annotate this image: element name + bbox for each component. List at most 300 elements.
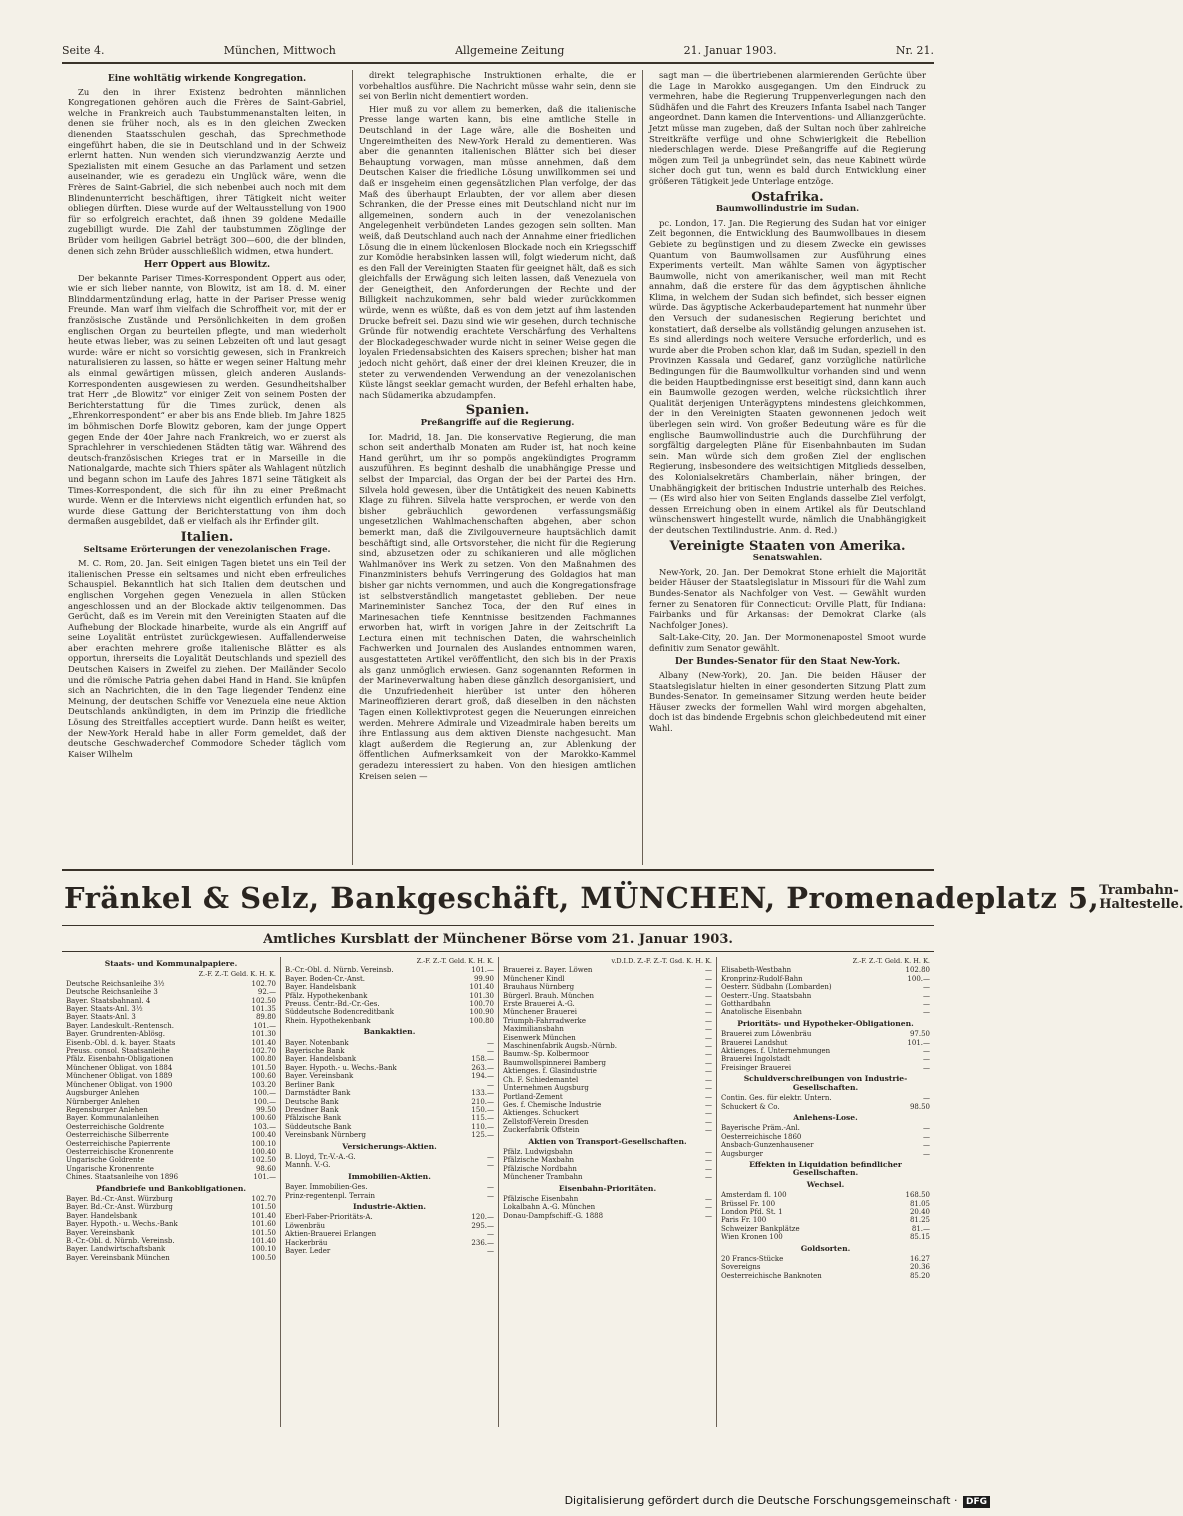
table-row	[66, 1156, 276, 1164]
row-group	[721, 966, 930, 1016]
security-quote: —	[923, 1141, 930, 1150]
security-name: Prinz-regentenpl. Terrain	[285, 1191, 375, 1200]
security-quote: 100.—	[253, 1089, 276, 1098]
security-name: Eberl-Faber-Prioritäts-A.	[285, 1213, 373, 1222]
table-row	[66, 1030, 276, 1038]
security-quote: —	[705, 1067, 712, 1076]
security-name: Nürnberger Anlehen	[66, 1097, 140, 1106]
table-row	[503, 1025, 712, 1033]
security-quote: 101.35	[251, 1005, 276, 1014]
table-row	[285, 1230, 494, 1238]
table-row	[66, 1245, 276, 1253]
security-name: Pfälz. Hypothekenbank	[285, 991, 368, 1000]
stock-list-title: Amtliches Kursblatt der Münchener Börse vom 21. Januar 1903.	[62, 932, 934, 952]
security-quote: —	[923, 1124, 930, 1133]
security-quote: 81.—	[911, 1224, 930, 1233]
security-name: Schuckert & Co.	[721, 1102, 780, 1111]
list-heading: Anlehens-Lose.	[793, 1112, 858, 1122]
security-quote: 81.05	[909, 1199, 930, 1208]
security-name: Gotthardbahn	[721, 1000, 771, 1009]
row-group	[721, 1030, 930, 1072]
security-quote: 100.40	[251, 1131, 276, 1140]
table-row	[503, 1109, 712, 1117]
security-name: Paris Fr. 100	[721, 1216, 767, 1225]
table-row	[66, 1165, 276, 1173]
table-row	[66, 1237, 276, 1245]
security-name: Pfälzische Maxbahn	[503, 1156, 574, 1165]
article-heading: Eine wohltätig wirkende Kongregation.	[107, 74, 307, 84]
list-heading: Wechsel.	[806, 1179, 845, 1189]
table-row	[721, 1133, 930, 1141]
security-name: Bayer. Vereinsbank München	[66, 1253, 170, 1262]
row-group	[285, 966, 494, 1025]
row-group	[66, 980, 276, 1182]
security-name: Bayer. Hypoth.- u. Wechs.-Bank	[66, 1220, 178, 1229]
security-name: Amsterdam fl. 100	[721, 1191, 787, 1200]
security-quote: —	[923, 1149, 930, 1158]
article-heading: Der Bundes-Senator für den Staat New-York.	[674, 657, 901, 668]
table-row	[721, 975, 930, 983]
security-quote: —	[487, 1038, 494, 1047]
table-row	[503, 1093, 712, 1101]
security-name: Aktienges. f. Glasindustrie	[503, 1067, 597, 1076]
security-name: Ungarische Goldrente	[66, 1156, 145, 1165]
list-heading: Bankaktien.	[363, 1027, 416, 1037]
security-quote: —	[705, 1008, 712, 1017]
credit-text: Digitalisierung gefördert durch die Deutsche Forschungsgemeinschaft ·	[564, 1494, 958, 1507]
article-paragraph: Der bekannte Pariser Times-Korrespondent Oppert aus oder, wie er sich lieber nannte, von Blowitz, ist am 18. d. M. einer Blinddarmentzündung erlag, hatte in der Pariser Presse wenig Freunde. Man warf ihm vielfach die Schroffheit vor, mit der er französische Zustände und Persönlichkeiten in dem großen englischen Organ zu beurteilen pflegte, und man wiederholt heute etwas lieber, was zu seinen Lebzeiten oft und laut gesagt wurde: wäre er nicht so vorsichtig gewesen, sich in Frankreich naturalisieren zu lassen, so hätte er wegen seiner Haltung mehr als einmal gewärtigen müssen, gleich anderen Auslands-Korrespondenten ausgewiesen zu werden. Gesundheitshalber trat Herr „de Blowitz“ vor einiger Zeit von seinem Posten der Berichterstattung für die Times zurück, denen als „Ehrenkorrespondent“ er aber bis ans Ende blieb. Im Jahre 1825 im böhmischen Dorfe Blowitz geboren, kam der junge Oppert gegen Ende der 40er Jahre nach Frankreich, wo er zuerst als Sprachlehrer in verschiedenen Städten tätig war. Während des deutsch-französischen Krieges trat er in Marseille in die Nationalgarde, machte sich Thiers später als Wahlagent nützlich und begann schon im Laufe des Jahres 1871 seine Tätigkeit als Times-Korrespondent, die sich für ihn zu einer Preßmacht wurde. Wenn er die Interviews nicht eigentlich erfunden hat, so wurde diese Gattung der Berichterstattung von ihm doch dermaßen ausgebildet, daß er vielfach als ihr Erfinder gilt.	[68, 272, 346, 527]
table-row	[721, 1225, 930, 1233]
security-quote: 236.—	[471, 1238, 494, 1247]
security-name: Contin. Ges. für elektr. Untern.	[721, 1094, 832, 1103]
security-name: Süddeutsche Bank	[285, 1122, 352, 1131]
security-name: Bayer. Kommunalanleihen	[66, 1114, 159, 1123]
security-name: Münchener Obligat. von 1900	[66, 1080, 173, 1089]
security-name: Münchener Brauerei	[503, 1008, 578, 1017]
table-row	[66, 1047, 276, 1055]
table-row	[503, 1017, 712, 1025]
security-quote: —	[923, 1094, 930, 1103]
security-quote: 158.—	[471, 1055, 494, 1064]
stock-column-3	[498, 957, 716, 1427]
article-paragraph: Albany (New-York), 20. Jan. Die beiden Häuser der Staatslegislatur hielten in einer gesonderten Sitzung Platt zum Bundes-Senator. In gemeinsamer Sitzung werden heute beider Häuser zwecks der formellen Wahl wird morgen abgehalten, doch ist das bindende Ergebnis schon gleichbedeutend mit einer Wahl.	[649, 670, 926, 734]
security-name: Hackerbräu	[285, 1238, 328, 1247]
security-name: Zuckerfabrik Offstein	[503, 1126, 580, 1135]
security-name: Bayer. Vereinsbank	[285, 1072, 354, 1081]
security-name: Bayer. Immobilien-Ges.	[285, 1183, 368, 1192]
security-name: Bayer. Handelsbank	[66, 1211, 138, 1220]
advertisement-banner	[62, 869, 1183, 926]
list-heading: Effekten in Liquidation befindlicher Gesellschaften.	[749, 1159, 902, 1178]
running-header	[62, 44, 934, 64]
article-paragraph: Hier muß zu vor allem zu bemerken, daß die italienische Presse lange warten kann, bis eine amtliche Stelle in Deutschland in der Lage wäre, alle die Bosheiten und Ungereimtheiten des New-York Herald zu dementieren. Was aber die genannten italienischen Blätter sich bei dieser Behauptung vorwagen, man müsse annehmen, daß dem Deutschen Kaiser die friedliche Lösung unwillkommen sei und daß er insgeheim einen gegensätzlichen Plan verfolge, der das Maß des überhaupt Erlaubten, der vor allem aber diesen Schranken, die der Presse eines mit Deutschland nicht nur im allgemeinen, sondern auch in der venezolanischen Angelegenheit verbündeten Landes gezogen sein sollten. Man weiß, daß Deutschland auch nach der Annahme einer friedlichen Lösung die in einem lückenlosen Blockade noch ein Kriegsschiff zur Komödie herabsinken lassen will, folgt wiederum nicht, daß es den Fall der Vereinigten Staaten für geeignet hält, daß es sich gleichfalls der Erwägung sich leiten lassen, daß Venezuela von der Geneigtheit, den Anforderungen der Rechte und der Billigkeit nachzukommen, sehr bald wieder zurückkommen würde, wenn es wüßte, daß es von dem jetzt auf ihm lastenden Drucke befreit sei. Dazu sind wie wir gesehen, durch technische Gründe für notwendig erachtete Verschärfung des Verhaltens der Blockadegeschwader wurde nicht in seiner Weise gegen die loyalen Friedensabsichten des Kaisers sprechen; bisher hat man jedoch nicht gehört, daß einer der drei kleinen Kreuzer, die in steter zu verwendenden Verwendung an der venezolanischen Küste längst seeklar gemacht wurden, der Befehl erhalten habe, nach Südamerika abzudampfen.	[359, 103, 636, 400]
security-quote: 99.90	[473, 974, 494, 983]
table-row	[66, 1229, 276, 1237]
table-row	[503, 1084, 712, 1092]
security-name: Vereinsbank Nürnberg	[285, 1131, 366, 1140]
table-row	[503, 1203, 712, 1211]
security-name: B. Lloyd, Tr.-V.-A.-G.	[285, 1152, 356, 1161]
table-row	[285, 1239, 494, 1247]
table-row	[285, 1131, 494, 1139]
table-row	[503, 1101, 712, 1109]
newspaper-page	[62, 44, 1183, 1464]
table-row	[503, 1148, 712, 1156]
security-quote: 263.—	[471, 1063, 494, 1072]
row-group	[721, 1094, 930, 1111]
table-row	[66, 1212, 276, 1220]
table-row	[503, 1195, 712, 1203]
table-row	[66, 1098, 276, 1106]
security-name: Bayer. Staats-Anl. 3½	[66, 1005, 143, 1014]
security-quote: —	[487, 1247, 494, 1255]
table-row	[66, 980, 276, 988]
security-name: Triumph-Fahrradwerke	[503, 1016, 587, 1025]
security-name: Bayer. Handelsbank	[285, 1055, 357, 1064]
security-quote: —	[923, 1008, 930, 1017]
table-row	[503, 1050, 712, 1058]
paper-title: Allgemeine Zeitung	[455, 44, 565, 57]
issue-date: 21. Januar 1903.	[683, 44, 777, 57]
list-heading: Eisenbahn-Prioritäten.	[558, 1183, 657, 1193]
security-quote: —	[705, 1100, 712, 1109]
table-row	[66, 1022, 276, 1030]
security-name: Aktien-Brauerei Erlangen	[285, 1230, 377, 1239]
security-quote: 102.70	[251, 979, 276, 988]
security-quote: —	[705, 1173, 712, 1182]
security-quote: —	[487, 1161, 494, 1170]
page-number: Seite 4.	[62, 44, 105, 57]
security-quote: 89.80	[255, 1013, 276, 1022]
security-name: Oesterreichische Kronenrente	[66, 1147, 174, 1156]
security-quote: 92.—	[257, 988, 276, 997]
column-header: Z.-F. Z.-T. Geld. K. H. K.	[852, 957, 930, 965]
security-name: Elisabeth-Westbahn	[721, 966, 792, 975]
security-name: Dresdner Bank	[285, 1105, 339, 1114]
list-heading: Versicherungs-Aktien.	[342, 1141, 437, 1151]
security-name: Süddeutsche Bodencreditbank	[285, 1008, 394, 1017]
security-quote: —	[923, 1000, 930, 1009]
table-row	[503, 1000, 712, 1008]
table-row	[285, 1123, 494, 1131]
security-quote: 100.40	[251, 1147, 276, 1156]
security-name: Brauerei Landshut	[721, 1038, 788, 1047]
security-name: Eisenwerk München	[503, 1033, 576, 1042]
security-quote: 133.—	[471, 1089, 494, 1098]
table-row	[721, 1103, 930, 1111]
table-row	[66, 1220, 276, 1228]
security-name: Mannh. V.-G.	[285, 1161, 331, 1170]
table-row	[285, 1213, 494, 1221]
security-quote: 101.30	[251, 1030, 276, 1039]
security-quote: —	[705, 1042, 712, 1051]
article-heading: Herr Oppert aus Blowitz.	[143, 260, 271, 271]
table-row	[503, 1008, 712, 1016]
article-paragraph: pc. London, 17. Jan. Die Regierung des Sudan hat vor einiger Zeit begonnen, die Entwicklung des Baumwollbaues in diesem Gebiete zu begünstigen und zu diesem Zwecke ein gewisses Quantum von Baumwollsamen zur Ausführung eines Experiments verteilt. Man wählte Samen von ägyptischer Baumwolle, nicht von amerikanischer, weil man mit Recht annahm, daß die erstere für das dem ägyptischen ähnliche Klima, in welchem der Sudan sich befindet, sich besser eignen würde. Das ägyptische Ackerbaudepartement hat nunmehr über den Versuch der sudanesischen Regierung berichtet und konstatiert, daß derselbe als vollständig gelungen anzusehen ist. Es sind allerdings noch weitere Versuche erforderlich, und es wurde aber die Proben schon klar, daß im Sudan, speziell in den Provinzen Kassala und Gedaref, ganz vorzügliche natürliche Bedingungen für die Baumwollkultur vorhanden sind und wenn die beiden Hauptbedingnisse erst beseitigt sind, dann kann auch ein Baumwolle gezogen werden, welche rücksichtlich ihrer Qualität derjenigen Unterägyptens mindestens gleichkommen, der in den Vereinigten Staaten gewonnenen jedoch weit überlegen sein wird. Von großer Bedeutung wäre es für die englische Baumwollindustrie auch die Durchführung der sorgfältig dargelegten Pläne für Eisenbahnbauten im Sudan sein. Man würde sich dem großen Ziel der englischen Regierung, insbesondere des weitsichtigen Mitglieds desselben, des Kolonialsekretärs Chamberlain, näher bringen, der Unabhängigkeit der britischen Industrie unterhalb des Reiches. — (Es wird also hier von Seiten Englands dasselbe Ziel verfolgt, dessen Erreichung oben in einem Artikel als für Deutschland wünschenswert hingestellt wurde, nämlich die Unabhängigkeit der deutschen Textilindustrie. Anm. d. Red.)	[649, 217, 926, 535]
table-row	[721, 1200, 930, 1208]
row-group	[285, 1039, 494, 1140]
security-quote: 98.60	[255, 1164, 276, 1173]
security-quote: 125.—	[471, 1131, 494, 1140]
security-name: Pfälzische Bank	[285, 1114, 342, 1123]
security-name: Münchener Obligat. von 1889	[66, 1072, 173, 1081]
table-row	[285, 1008, 494, 1016]
security-name: Baumwollspinnerei Bamberg	[503, 1058, 606, 1067]
row-group	[503, 966, 712, 1134]
security-quote: 115.—	[471, 1114, 494, 1123]
security-name: Chines. Staatsanleihe von 1896	[66, 1173, 179, 1182]
security-name: Brauerei z. Bayer. Löwen	[503, 966, 593, 975]
security-name: Aktienges. Schuckert	[503, 1109, 579, 1118]
table-row	[66, 1254, 276, 1262]
table-row	[66, 1203, 276, 1211]
security-name: Bayer. Grundrenten-Ablösg.	[66, 1030, 165, 1039]
table-row	[721, 1124, 930, 1132]
security-quote: —	[705, 1075, 712, 1084]
table-row	[721, 1208, 930, 1216]
table-row	[66, 1064, 276, 1072]
table-row	[721, 1064, 930, 1072]
security-name: Brauerei Ingolstadt	[721, 1055, 791, 1064]
security-name: Zellstoff-Verein Dresden	[503, 1117, 589, 1126]
table-row	[285, 975, 494, 983]
list-heading: Prioritäts- und Hypotheker-Obligationen.	[737, 1018, 914, 1028]
security-name: London Pfd. St. 1	[721, 1207, 783, 1216]
section-subheading: Senatswahlen.	[752, 553, 823, 564]
security-name: Darmstädter Bank	[285, 1089, 351, 1098]
list-heading: Schuldverschreibungen von Industrie-Gesellschaften.	[743, 1074, 908, 1092]
security-quote: 99.50	[255, 1105, 276, 1114]
section-heading-ostafrika: Ostafrika.	[751, 189, 824, 205]
security-name: Bayerische Präm.-Anl.	[721, 1124, 800, 1133]
security-quote: 85.15	[909, 1233, 930, 1242]
section-subheading: Preßangriffe auf die Regierung.	[420, 418, 575, 428]
row-group	[503, 1148, 712, 1182]
security-name: Eisenb.-Obl. d. k. bayer. Staats	[66, 1038, 176, 1047]
security-name: Pfälzische Nordbahn	[503, 1164, 577, 1173]
table-row	[285, 1064, 494, 1072]
security-quote: —	[487, 1152, 494, 1161]
table-row	[503, 983, 712, 991]
table-row	[721, 1141, 930, 1149]
section-heading-spanien: Spanien.	[465, 403, 530, 419]
table-row	[285, 1183, 494, 1191]
security-quote: 100.50	[251, 1253, 276, 1262]
column-3	[642, 70, 932, 865]
list-heading: Pfandbriefe und Bankobligationen.	[96, 1183, 246, 1193]
table-row	[66, 1089, 276, 1097]
table-row	[285, 1114, 494, 1122]
security-name: Deutsche Reichsanleihe 3	[66, 988, 158, 997]
table-row	[285, 1153, 494, 1161]
security-quote: —	[705, 1000, 712, 1009]
article-paragraph: M. C. Rom, 20. Jan. Seit einigen Tagen bietet uns ein Teil der italienischen Presse ein seltsames und nicht eben erfreuliches Schauspiel. Bekanntlich hat sich Italien dem deutschen und englischen Vorgehen gegen Venezuela in allen Stücken angeschlossen und an der Blockade aktiv teilgenommen. Das Gerücht, daß es im Verein mit den Vereinigten Staaten auf die Aufhebung der Blockade hinarbeite, wurde als ein Angriff auf seine Loyalität entrüstet zurückgewiesen. Auffallenderweise aber erachten mehrere große italienische Blätter es als opportun, ihrerseits die Loyalität Deutschlands und speziell des Deutschen Kaisers in Zweifel zu ziehen. Der Mailänder Secolo und die römische Patria gehen dabei Hand in Hand. Sie knüpfen sich an Nachrichten, die in den Tage liegender Tendenz eine Meinung, der deutschen Schiffe vor Venezuela eine neue Aktion Deutschlands ankündigten, in dem im Prinzip die friedliche Lösung des Streitfalles acceptiert wurde. Dann heißt es weiter, der New-York Herald habe in aller Form gemeldet, daß der deutsche Geschwaderchef Commodore Scheder täglich vom Kaiser Wilhelm	[68, 558, 346, 759]
list-heading: Goldsorten.	[800, 1243, 851, 1253]
table-row	[721, 966, 930, 974]
security-name: Pfälzische Eisenbahn	[503, 1194, 579, 1203]
column-header: Z.-F. Z.-T. Geld. K. H. K.	[198, 970, 276, 979]
tram-line-2: Haltestelle.	[1099, 897, 1183, 912]
section-heading-usa: Vereinigte Staaten von Amerika.	[669, 538, 906, 554]
security-quote: —	[487, 1191, 494, 1200]
table-row	[66, 988, 276, 996]
security-quote: 101.40	[251, 1237, 276, 1245]
security-quote: —	[705, 974, 712, 983]
column-2	[352, 70, 642, 865]
security-name: Deutsche Bank	[285, 1097, 339, 1106]
table-row	[66, 1072, 276, 1080]
security-quote: —	[705, 1117, 712, 1126]
security-quote: 101.40	[251, 1211, 276, 1220]
security-quote: 102.80	[905, 966, 930, 975]
table-row	[503, 1156, 712, 1164]
row-group	[721, 1124, 930, 1158]
security-name: Oesterreichische Papierrente	[66, 1139, 171, 1148]
security-quote: 100.70	[469, 1000, 494, 1009]
security-name: Anatolische Eisenbahn	[721, 1008, 802, 1017]
security-quote: —	[705, 983, 712, 992]
table-row	[503, 1173, 712, 1181]
security-quote: —	[705, 966, 712, 975]
security-name: Bayer. Landwirtschaftsbank	[66, 1245, 166, 1254]
table-row	[721, 1272, 930, 1280]
security-name: Pfälz. Ludwigsbahn	[503, 1147, 573, 1156]
security-quote: —	[705, 1194, 712, 1203]
table-row	[285, 1081, 494, 1089]
security-name: Ungarische Kronenrente	[66, 1164, 154, 1173]
security-name: Brüssel Fr. 100	[721, 1199, 776, 1208]
security-name: Aktienges. f. Unternehmungen	[721, 1047, 831, 1056]
section-heading-italien: Italien.	[180, 529, 234, 545]
table-row	[503, 1059, 712, 1067]
security-name: Kronprinz-Rudolf-Bahn	[721, 974, 803, 983]
table-row	[285, 1098, 494, 1106]
security-name: 20 Francs-Stücke	[721, 1255, 784, 1263]
security-name: Schweizer Bankplätze	[721, 1224, 800, 1233]
table-row	[66, 1039, 276, 1047]
table-row	[721, 1150, 930, 1158]
table-row	[285, 992, 494, 1000]
security-quote: 101.40	[469, 983, 494, 992]
security-name: Ansbach-Gunzenhausener	[721, 1141, 814, 1150]
security-name: Donau-Dampfschiff.-G. 1888	[503, 1211, 604, 1220]
stock-list	[62, 957, 934, 1427]
row-group	[503, 1195, 712, 1220]
security-name: Bayer. Leder	[285, 1247, 331, 1255]
security-quote: —	[705, 1092, 712, 1101]
security-quote: 102.50	[251, 1156, 276, 1165]
security-quote: —	[705, 1025, 712, 1034]
security-quote: —	[705, 991, 712, 1000]
security-quote: —	[705, 1126, 712, 1135]
table-row	[285, 1017, 494, 1025]
table-row	[721, 1000, 930, 1008]
article-paragraph: Salt-Lake-City, 20. Jan. Der Mormonenapostel Smoot wurde definitiv zum Senator gewählt.	[649, 632, 926, 653]
tram-stop-note	[1099, 884, 1183, 912]
tram-line-1: Trambahn-	[1099, 883, 1179, 898]
security-name: Berliner Bank	[285, 1080, 335, 1089]
security-quote: 101.60	[251, 1220, 276, 1229]
issue-number: Nr. 21.	[895, 44, 934, 57]
security-quote: 103.20	[251, 1080, 276, 1089]
security-name: B.-Cr.-Obl. d. Nürnb. Vereinsb.	[66, 1237, 175, 1245]
row-group	[285, 1183, 494, 1200]
security-quote: 16.27	[909, 1255, 930, 1263]
security-name: Brauhaus Nürnberg	[503, 983, 575, 992]
section-subheading: Baumwollindustrie im Sudan.	[715, 204, 860, 215]
security-name: Bayer. Boden-Cr.-Anst.	[285, 974, 366, 983]
security-quote: 102.50	[251, 996, 276, 1005]
security-name: Pfälz. Eisenbahn-Obligationen	[66, 1055, 174, 1064]
table-row	[503, 975, 712, 983]
list-heading: Aktien von Transport-Gesellschaften.	[528, 1136, 687, 1146]
table-row	[66, 1106, 276, 1114]
security-name: Brauerei zum Löwenbräu	[721, 1030, 812, 1039]
security-name: Bayer. Staats-Anl. 3	[66, 1013, 136, 1022]
security-name: Bayer. Staatsbahnanl. 4	[66, 996, 151, 1005]
table-row	[721, 1030, 930, 1038]
security-quote: 150.—	[471, 1105, 494, 1114]
security-quote: —	[705, 1058, 712, 1067]
security-quote: 101.—	[907, 1038, 930, 1047]
table-row	[285, 1055, 494, 1063]
table-row	[285, 1089, 494, 1097]
security-quote: 100.10	[251, 1139, 276, 1148]
table-row	[66, 1013, 276, 1021]
table-row	[721, 992, 930, 1000]
security-name: Maschinenfabrik Augsb.-Nürnb.	[503, 1042, 617, 1051]
table-row	[285, 1047, 494, 1055]
table-row	[285, 1039, 494, 1047]
table-row	[285, 1247, 494, 1255]
security-quote: 100.—	[907, 974, 930, 983]
table-row	[66, 1081, 276, 1089]
security-name: Unternehmen Augsburg	[503, 1084, 589, 1093]
security-quote: 120.—	[471, 1213, 494, 1222]
security-name: Bayer. Landeskult.-Rentensch.	[66, 1021, 175, 1030]
security-name: Erste Brauerei A.-G.	[503, 1000, 575, 1009]
security-name: Bayer. Bd.-Cr.-Anst. Würzburg	[66, 1203, 173, 1212]
security-quote: —	[487, 1230, 494, 1239]
table-row	[285, 1222, 494, 1230]
security-name: Deutsche Reichsanleihe 3½	[66, 979, 165, 988]
security-name: Augsburger Anlehen	[66, 1089, 140, 1098]
security-quote: 102.70	[251, 1194, 276, 1203]
security-quote: 100.90	[469, 1008, 494, 1017]
security-name: Wien Kronen 100	[721, 1233, 783, 1242]
table-row	[721, 1094, 930, 1102]
security-name: Bayer. Vereinsbank	[66, 1228, 135, 1237]
security-name: Bayer. Handelsbank	[285, 983, 357, 992]
table-row	[66, 1140, 276, 1148]
table-row	[503, 1067, 712, 1075]
security-name: Sovereigns	[721, 1263, 761, 1272]
security-quote: 20.36	[909, 1263, 930, 1272]
table-row	[721, 983, 930, 991]
security-quote: 101.50	[251, 1063, 276, 1072]
table-row	[66, 997, 276, 1005]
security-quote: —	[705, 1109, 712, 1118]
security-quote: —	[705, 1084, 712, 1093]
security-quote: —	[705, 1050, 712, 1059]
table-row	[285, 966, 494, 974]
column-header: Z.-F. Z.-T. Geld. K. H. K.	[416, 957, 494, 965]
list-heading: Industrie-Aktien.	[352, 1201, 427, 1211]
security-name: Portland-Zement	[503, 1092, 563, 1101]
table-row	[285, 983, 494, 991]
table-row	[66, 1148, 276, 1156]
article-columns	[62, 70, 934, 865]
